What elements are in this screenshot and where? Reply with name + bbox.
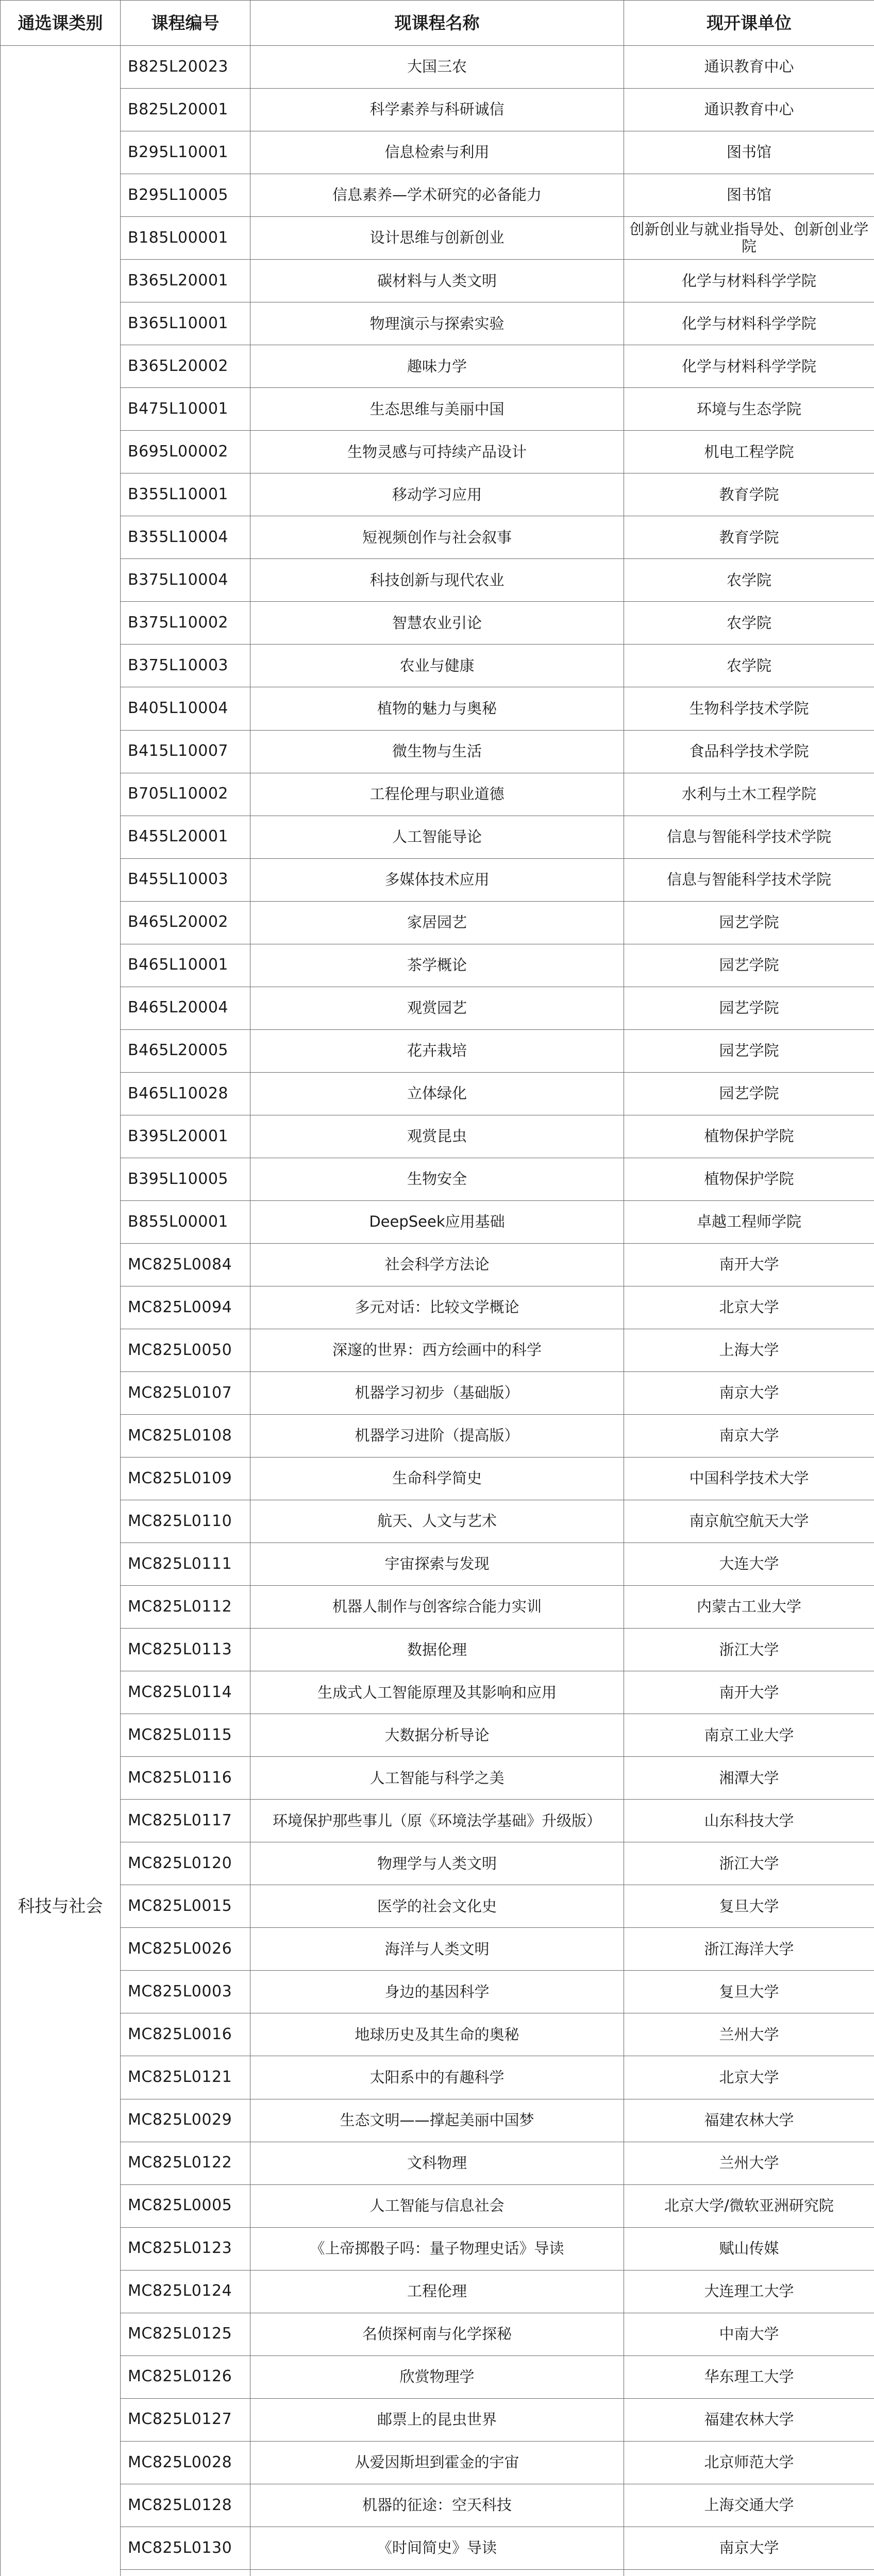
course-code-cell: B295L10001 xyxy=(121,131,250,174)
course-code-cell: MC825L0111 xyxy=(121,1543,250,1586)
table-row xyxy=(1,89,874,131)
course-code-cell: MC825L0108 xyxy=(121,1415,250,1458)
department-cell: 南京航空航天大学 xyxy=(624,1500,874,1543)
table-body xyxy=(1,46,874,2576)
department-cell: 生物科学技术学院 xyxy=(624,687,874,730)
course-name-cell: 多媒体技术应用 xyxy=(250,858,624,901)
course-name-cell: 观赏园艺 xyxy=(250,987,624,1029)
course-code-cell: MC825L0127 xyxy=(121,2398,250,2441)
table-row xyxy=(1,2313,874,2355)
department-cell: 通识教育中心 xyxy=(624,46,874,89)
department-cell: 植物保护学院 xyxy=(624,1158,874,1200)
course-name-cell xyxy=(250,2569,624,2576)
table-row xyxy=(1,1885,874,1928)
course-code-cell: MC825L0003 xyxy=(121,1971,250,2013)
department-cell: 上海交通大学 xyxy=(624,2484,874,2527)
department-cell: 园艺学院 xyxy=(624,1072,874,1115)
course-code-cell: MC825L0050 xyxy=(121,1329,250,1371)
table-row xyxy=(1,1371,874,1414)
course-code-cell: B355L10004 xyxy=(121,516,250,559)
department-cell: 南开大学 xyxy=(624,1243,874,1286)
course-code-cell: B465L20002 xyxy=(121,901,250,944)
course-name-cell: 大数据分析导论 xyxy=(250,1714,624,1757)
header-department: 现开课单位 xyxy=(624,1,874,46)
course-code-cell: B395L20001 xyxy=(121,1115,250,1158)
table-row xyxy=(1,388,874,431)
course-name-cell: 立体绿化 xyxy=(250,1072,624,1115)
table-row xyxy=(1,1115,874,1158)
course-name-cell: 工程伦理与职业道德 xyxy=(250,773,624,816)
course-name-cell: 宇宙探索与发现 xyxy=(250,1543,624,1586)
course-name-cell: 碳材料与人类文明 xyxy=(250,260,624,302)
course-code-cell: MC825L0107 xyxy=(121,1371,250,1414)
course-name-cell: 观赏昆虫 xyxy=(250,1115,624,1158)
course-name-cell: 《上帝掷骰子吗：量子物理史话》导读 xyxy=(250,2227,624,2270)
course-code-cell: B405L10004 xyxy=(121,687,250,730)
department-cell: 内蒙古工业大学 xyxy=(624,1586,874,1629)
course-code-cell: B415L10007 xyxy=(121,730,250,773)
table-row xyxy=(1,773,874,816)
table-row xyxy=(1,260,874,302)
department-cell: 信息与智能科学技术学院 xyxy=(624,858,874,901)
table-row xyxy=(1,2056,874,2099)
course-code-cell: B455L10003 xyxy=(121,858,250,901)
department-cell: 湘潭大学 xyxy=(624,1757,874,1800)
department-cell: 农学院 xyxy=(624,645,874,687)
course-name-cell: 微生物与生活 xyxy=(250,730,624,773)
course-code-cell: MC825L0112 xyxy=(121,1586,250,1629)
department-cell: 食品科学技术学院 xyxy=(624,730,874,773)
course-code-cell: B355L10001 xyxy=(121,473,250,516)
course-code-cell: B465L20004 xyxy=(121,987,250,1029)
department-cell: 北京大学/微软亚洲研究院 xyxy=(624,2184,874,2227)
course-name-cell: 人工智能与科学之美 xyxy=(250,1757,624,1800)
course-code-cell: B375L10002 xyxy=(121,602,250,645)
department-cell: 园艺学院 xyxy=(624,1029,874,1072)
table-row xyxy=(1,1415,874,1458)
course-name-cell: 花卉栽培 xyxy=(250,1029,624,1072)
course-name-cell: 物理演示与探索实验 xyxy=(250,302,624,345)
course-code-cell: MC825L0114 xyxy=(121,1671,250,1714)
course-name-cell: 《时间简史》导读 xyxy=(250,2527,624,2569)
department-cell: 北京大学 xyxy=(624,2056,874,2099)
table-row xyxy=(1,431,874,473)
table-row xyxy=(1,1714,874,1757)
table-row xyxy=(1,1243,874,1286)
course-code-cell: B365L10001 xyxy=(121,302,250,345)
table-row xyxy=(1,2184,874,2227)
course-name-cell: 信息检索与利用 xyxy=(250,131,624,174)
course-code-cell: MC825L0126 xyxy=(121,2355,250,2398)
course-code-cell: MC825L0028 xyxy=(121,2441,250,2484)
course-name-cell: 名侦探柯南与化学探秘 xyxy=(250,2313,624,2355)
department-cell: 园艺学院 xyxy=(624,901,874,944)
course-code-cell: MC825L0122 xyxy=(121,2142,250,2184)
course-name-cell: 人工智能与信息社会 xyxy=(250,2184,624,2227)
course-name-cell: 海洋与人类文明 xyxy=(250,1928,624,1971)
course-code-cell: MC825L0029 xyxy=(121,2099,250,2142)
course-code-cell: B375L10004 xyxy=(121,559,250,602)
table-row xyxy=(1,1586,874,1629)
course-code-cell: MC825L0110 xyxy=(121,1500,250,1543)
course-name-cell: 家居园艺 xyxy=(250,901,624,944)
course-name-cell: 农业与健康 xyxy=(250,645,624,687)
department-cell: 赋山传媒 xyxy=(624,2227,874,2270)
course-name-cell: 太阳系中的有趣科学 xyxy=(250,2056,624,2099)
course-name-cell: 科技创新与现代农业 xyxy=(250,559,624,602)
course-name-cell: 智慧农业引论 xyxy=(250,602,624,645)
department-cell: 通识教育中心 xyxy=(624,89,874,131)
department-cell: 上海大学 xyxy=(624,1329,874,1371)
department-cell: 浙江大学 xyxy=(624,1842,874,1885)
department-cell: 浙江海洋大学 xyxy=(624,1928,874,1971)
table-row xyxy=(1,2270,874,2313)
course-name-cell: 物理学与人类文明 xyxy=(250,1842,624,1885)
course-name-cell: 工程伦理 xyxy=(250,2270,624,2313)
department-cell: 植物保护学院 xyxy=(624,1115,874,1158)
department-cell: 浙江大学 xyxy=(624,1629,874,1671)
table-row xyxy=(1,1757,874,1800)
table-row xyxy=(1,816,874,858)
course-code-cell: MC825L0116 xyxy=(121,1757,250,1800)
table-row xyxy=(1,987,874,1029)
table-row xyxy=(1,1928,874,1971)
course-name-cell: 植物的魅力与奥秘 xyxy=(250,687,624,730)
header-course-name: 现课程名称 xyxy=(250,1,624,46)
course-name-cell: 邮票上的昆虫世界 xyxy=(250,2398,624,2441)
table-row xyxy=(1,345,874,388)
department-cell: 环境与生态学院 xyxy=(624,388,874,431)
department-cell: 大连大学 xyxy=(624,1543,874,1586)
department-cell: 园艺学院 xyxy=(624,987,874,1029)
course-code-cell: B295L10005 xyxy=(121,174,250,217)
course-code-cell: MC825L0120 xyxy=(121,1842,250,1885)
department-cell: 水利与土木工程学院 xyxy=(624,773,874,816)
department-cell: 北京大学 xyxy=(624,1286,874,1329)
course-name-cell: 机器人制作与创客综合能力实训 xyxy=(250,1586,624,1629)
department-cell: 北京师范大学 xyxy=(624,2441,874,2484)
course-code-cell: MC825L0109 xyxy=(121,1458,250,1500)
category-cell: 科技与社会 xyxy=(1,46,121,2576)
course-code-cell: B375L10003 xyxy=(121,645,250,687)
department-cell: 大连理工大学 xyxy=(624,2270,874,2313)
table-row xyxy=(1,2355,874,2398)
department-cell xyxy=(624,2569,874,2576)
course-name-cell: DeepSeek应用基础 xyxy=(250,1200,624,1243)
course-code-cell: B695L00002 xyxy=(121,431,250,473)
department-cell: 园艺学院 xyxy=(624,944,874,987)
course-code-cell: MC825L0121 xyxy=(121,2056,250,2099)
table-row xyxy=(1,1842,874,1885)
table-row xyxy=(1,1029,874,1072)
department-cell: 教育学院 xyxy=(624,473,874,516)
course-code-cell: MC825L0124 xyxy=(121,2270,250,2313)
course-name-cell: 茶学概论 xyxy=(250,944,624,987)
course-code-cell: B395L10005 xyxy=(121,1158,250,1200)
table-row xyxy=(1,1329,874,1371)
department-cell: 兰州大学 xyxy=(624,2013,874,2056)
department-cell: 图书馆 xyxy=(624,131,874,174)
department-cell: 机电工程学院 xyxy=(624,431,874,473)
course-name-cell: 医学的社会文化史 xyxy=(250,1885,624,1928)
table-row xyxy=(1,858,874,901)
course-code-cell: MC825L0115 xyxy=(121,1714,250,1757)
department-cell: 中国科学技术大学 xyxy=(624,1458,874,1500)
course-code-cell: B475L10001 xyxy=(121,388,250,431)
course-name-cell: 航天、人文与艺术 xyxy=(250,1500,624,1543)
course-name-cell: 设计思维与创新创业 xyxy=(250,217,624,260)
table-row xyxy=(1,2013,874,2056)
course-code-cell: MC825L0125 xyxy=(121,2313,250,2355)
table-row xyxy=(1,2569,874,2576)
course-code-cell: MC825L0094 xyxy=(121,1286,250,1329)
table-row xyxy=(1,1671,874,1714)
table-row xyxy=(1,2441,874,2484)
course-name-cell: 深邃的世界：西方绘画中的科学 xyxy=(250,1329,624,1371)
course-code-cell xyxy=(121,2569,250,2576)
course-code-cell: B825L20001 xyxy=(121,89,250,131)
course-code-cell: MC825L0005 xyxy=(121,2184,250,2227)
table-row xyxy=(1,1971,874,2013)
department-cell: 化学与材料科学学院 xyxy=(624,345,874,388)
course-name-cell: 环境保护那些事儿（原《环境法学基础》升级版） xyxy=(250,1800,624,1842)
course-name-cell: 人工智能导论 xyxy=(250,816,624,858)
table-row xyxy=(1,1800,874,1842)
course-name-cell: 从爱因斯坦到霍金的宇宙 xyxy=(250,2441,624,2484)
course-name-cell: 趣味力学 xyxy=(250,345,624,388)
course-name-cell: 机器学习初步（基础版） xyxy=(250,1371,624,1414)
table-row xyxy=(1,559,874,602)
department-cell: 复旦大学 xyxy=(624,1885,874,1928)
table-header-row xyxy=(1,1,874,46)
course-code-cell: B455L20001 xyxy=(121,816,250,858)
course-code-cell: MC825L0015 xyxy=(121,1885,250,1928)
table-row xyxy=(1,302,874,345)
table-row xyxy=(1,516,874,559)
course-name-cell: 短视频创作与社会叙事 xyxy=(250,516,624,559)
course-code-cell: B185L00001 xyxy=(121,217,250,260)
department-cell: 创新创业与就业指导处、创新创业学院 xyxy=(624,217,874,260)
course-code-cell: B825L20023 xyxy=(121,46,250,89)
header-course-code: 课程编号 xyxy=(121,1,250,46)
course-name-cell: 机器的征途：空天科技 xyxy=(250,2484,624,2527)
table-row xyxy=(1,46,874,89)
course-code-cell: MC825L0026 xyxy=(121,1928,250,1971)
course-name-cell: 科学素养与科研诚信 xyxy=(250,89,624,131)
table-row xyxy=(1,944,874,987)
course-code-cell: B705L10002 xyxy=(121,773,250,816)
course-name-cell: 信息素养—学术研究的必备能力 xyxy=(250,174,624,217)
table-row xyxy=(1,645,874,687)
department-cell: 教育学院 xyxy=(624,516,874,559)
course-name-cell: 移动学习应用 xyxy=(250,473,624,516)
department-cell: 南京工业大学 xyxy=(624,1714,874,1757)
course-code-cell: MC825L0123 xyxy=(121,2227,250,2270)
table-row xyxy=(1,901,874,944)
course-code-cell: MC825L0130 xyxy=(121,2527,250,2569)
department-cell: 信息与智能科学技术学院 xyxy=(624,816,874,858)
course-name-cell: 生物灵感与可持续产品设计 xyxy=(250,431,624,473)
table-row xyxy=(1,602,874,645)
course-name-cell: 生成式人工智能原理及其影响和应用 xyxy=(250,1671,624,1714)
course-code-cell: MC825L0016 xyxy=(121,2013,250,2056)
course-name-cell: 生物安全 xyxy=(250,1158,624,1200)
table-row xyxy=(1,1458,874,1500)
department-cell: 福建农林大学 xyxy=(624,2398,874,2441)
department-cell: 图书馆 xyxy=(624,174,874,217)
course-code-cell: B465L20005 xyxy=(121,1029,250,1072)
department-cell: 中南大学 xyxy=(624,2313,874,2355)
department-cell: 福建农林大学 xyxy=(624,2099,874,2142)
course-code-cell: MC825L0117 xyxy=(121,1800,250,1842)
department-cell: 化学与材料科学学院 xyxy=(624,260,874,302)
table-row xyxy=(1,2099,874,2142)
course-code-cell: MC825L0084 xyxy=(121,1243,250,1286)
department-cell: 山东科技大学 xyxy=(624,1800,874,1842)
department-cell: 南开大学 xyxy=(624,1671,874,1714)
course-name-cell: 生命科学简史 xyxy=(250,1458,624,1500)
department-cell: 化学与材料科学学院 xyxy=(624,302,874,345)
department-cell: 农学院 xyxy=(624,602,874,645)
course-name-cell: 大国三农 xyxy=(250,46,624,89)
course-code-cell: MC825L0113 xyxy=(121,1629,250,1671)
table-row xyxy=(1,131,874,174)
department-cell: 兰州大学 xyxy=(624,2142,874,2184)
table-row xyxy=(1,473,874,516)
table-row xyxy=(1,1072,874,1115)
course-name-cell: 文科物理 xyxy=(250,2142,624,2184)
course-code-cell: B365L20001 xyxy=(121,260,250,302)
course-name-cell: 地球历史及其生命的奥秘 xyxy=(250,2013,624,2056)
table-row xyxy=(1,174,874,217)
department-cell: 南京大学 xyxy=(624,1371,874,1414)
department-cell: 华东理工大学 xyxy=(624,2355,874,2398)
table-row xyxy=(1,2142,874,2184)
course-name-cell: 机器学习进阶（提高版） xyxy=(250,1415,624,1458)
table-row xyxy=(1,730,874,773)
table-row xyxy=(1,1158,874,1200)
course-name-cell: 身边的基因科学 xyxy=(250,1971,624,2013)
table-row xyxy=(1,1200,874,1243)
department-cell: 卓越工程师学院 xyxy=(624,1200,874,1243)
table-row xyxy=(1,1543,874,1586)
table-row xyxy=(1,1629,874,1671)
table-row xyxy=(1,687,874,730)
department-cell: 南京大学 xyxy=(624,1415,874,1458)
course-code-cell: B465L10001 xyxy=(121,944,250,987)
table-row xyxy=(1,2484,874,2527)
course-code-cell: B855L00001 xyxy=(121,1200,250,1243)
course-code-cell: MC825L0128 xyxy=(121,2484,250,2527)
table-row xyxy=(1,2227,874,2270)
table-row xyxy=(1,2527,874,2569)
header-category: 通选课类别 xyxy=(1,1,121,46)
table-row xyxy=(1,217,874,260)
course-code-cell: B465L10028 xyxy=(121,1072,250,1115)
department-cell: 南京大学 xyxy=(624,2527,874,2569)
table-row xyxy=(1,1286,874,1329)
course-name-cell: 多元对话：比较文学概论 xyxy=(250,1286,624,1329)
department-cell: 复旦大学 xyxy=(624,1971,874,2013)
department-cell: 农学院 xyxy=(624,559,874,602)
course-name-cell: 数据伦理 xyxy=(250,1629,624,1671)
course-name-cell: 生态思维与美丽中国 xyxy=(250,388,624,431)
course-code-cell: B365L20002 xyxy=(121,345,250,388)
course-name-cell: 社会科学方法论 xyxy=(250,1243,624,1286)
course-name-cell: 生态文明——撑起美丽中国梦 xyxy=(250,2099,624,2142)
table-row xyxy=(1,2398,874,2441)
course-name-cell: 欣赏物理学 xyxy=(250,2355,624,2398)
table-row xyxy=(1,1500,874,1543)
